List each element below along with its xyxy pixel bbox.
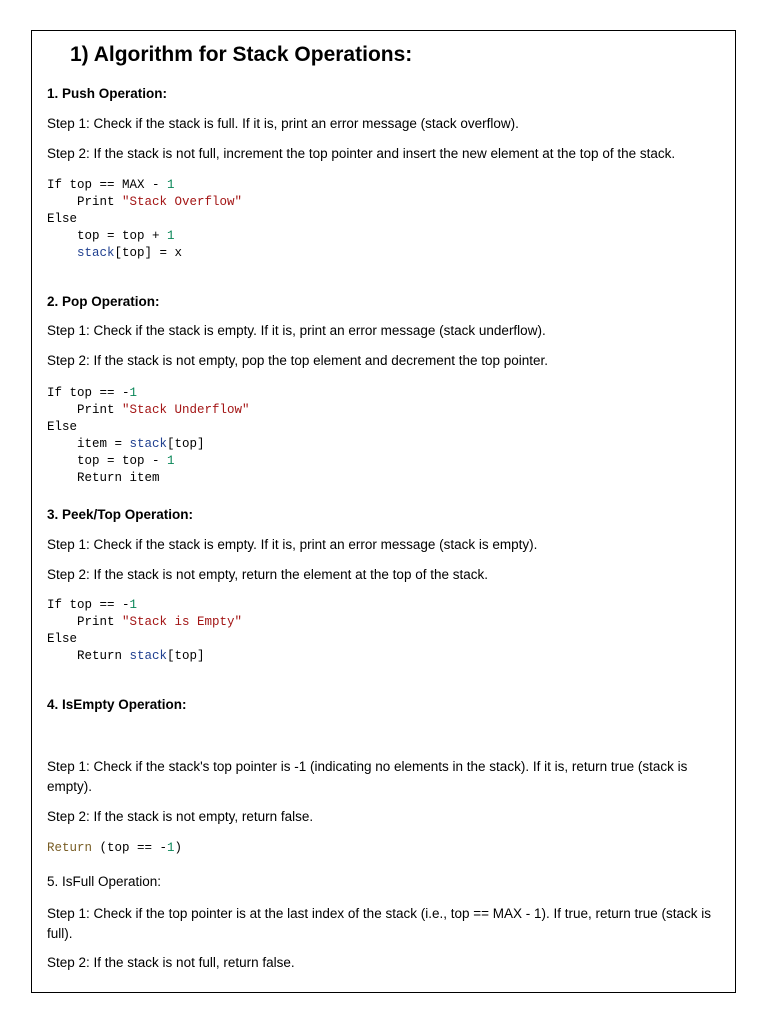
code-line: If top == -1	[47, 598, 138, 612]
code-line: Print "Stack Underflow"	[47, 403, 250, 417]
code-line: stack[top] = x	[77, 246, 183, 260]
pop-step1: Step 1: Check if the stack is empty. If it is, print an error message (stack underflow).	[47, 323, 546, 338]
code-line: If top == -1	[47, 386, 138, 400]
code-line: If top == MAX - 1	[47, 178, 175, 192]
code-line: Print "Stack Overflow"	[47, 195, 243, 209]
page-title: 1) Algorithm for Stack Operations:	[70, 43, 413, 66]
code-line: item = stack[top]	[47, 437, 205, 451]
peek-step2: Step 2: If the stack is not empty, return the element at the top of the stack.	[47, 567, 488, 582]
isfull-step1: Step 1: Check if the top pointer is at the last index of the stack (i.e., top == MAX - 1). If true, return true (stack is full).	[47, 906, 712, 941]
code-line: Else	[47, 632, 78, 646]
code-line: Else	[47, 420, 78, 434]
push-step2: Step 2: If the stack is not full, increment the top pointer and insert the new element at the top of the stack.	[47, 146, 676, 161]
code-line: top = top - 1	[47, 454, 175, 468]
code-line: Return (top == -1)	[47, 841, 183, 855]
isempty-step2: Step 2: If the stack is not empty, return false.	[47, 809, 314, 824]
isfull-heading: 5. IsFull Operation:	[47, 874, 162, 889]
isempty-heading: 4. IsEmpty Operation:	[47, 697, 187, 712]
code-line: Print "Stack is Empty"	[47, 615, 243, 629]
code-line: Return item	[47, 471, 160, 485]
push-heading: 1. Push Operation:	[47, 86, 168, 101]
isempty-step1: Step 1: Check if the stack's top pointer is -1 (indicating no elements in the stack). If it is, return true (stack is empty).	[47, 759, 688, 794]
code-line: Else	[47, 212, 78, 226]
isfull-step2: Step 2: If the stack is not full, return false.	[47, 955, 295, 970]
pop-heading: 2. Pop Operation:	[47, 294, 160, 309]
peek-step1: Step 1: Check if the stack is empty. If it is, print an error message (stack is empty).	[47, 537, 538, 552]
pop-step2: Step 2: If the stack is not empty, pop the top element and decrement the top pointer.	[47, 353, 549, 368]
code-line: Return stack[top]	[47, 649, 205, 663]
document-page	[31, 30, 736, 993]
push-step1: Step 1: Check if the stack is full. If it is, print an error message (stack overflow).	[47, 116, 519, 131]
code-line: top = top + 1	[47, 229, 175, 243]
peek-heading: 3. Peek/Top Operation:	[47, 507, 194, 522]
